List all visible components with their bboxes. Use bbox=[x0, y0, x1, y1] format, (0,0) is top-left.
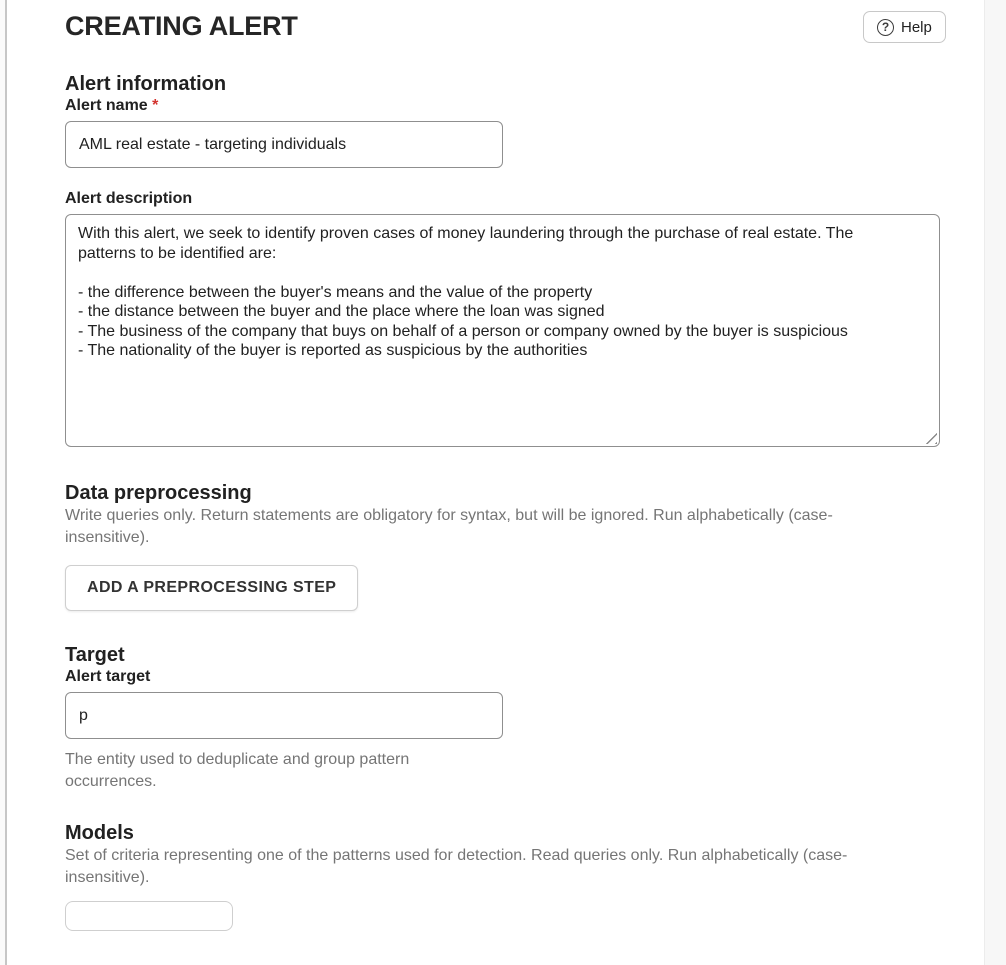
models-description: Set of criteria representing one of the patterns used for detection. Read queries only. Run alphabetically (case-insensitive). bbox=[65, 847, 848, 886]
alert-target-label: Alert target bbox=[65, 668, 151, 685]
alert-target-input[interactable] bbox=[65, 692, 503, 739]
question-circle-icon: ? bbox=[877, 19, 894, 36]
add-model-button-partial[interactable] bbox=[65, 901, 233, 931]
alert-description-textarea[interactable] bbox=[65, 214, 940, 447]
data-preprocessing-description: Write queries only. Return statements are obligatory for syntax, but will be ignored. Run alphabetically (case-insensitive). bbox=[65, 507, 833, 546]
page-title: CREATING ALERT bbox=[65, 11, 298, 41]
required-asterisk: * bbox=[152, 97, 159, 114]
help-button-label: Help bbox=[901, 18, 932, 36]
alert-name-label: Alert name * bbox=[65, 97, 159, 114]
help-button[interactable] bbox=[863, 11, 946, 43]
section-heading-alert-information: Alert information bbox=[65, 73, 227, 95]
right-gutter bbox=[984, 0, 1006, 965]
alert-target-helper: The entity used to deduplicate and group pattern occurrences. bbox=[65, 751, 410, 790]
section-heading-data-preprocessing: Data preprocessing bbox=[65, 482, 252, 504]
alert-name-input[interactable] bbox=[65, 121, 503, 168]
add-preprocessing-step-button[interactable]: ADD A PREPROCESSING STEP bbox=[65, 565, 358, 611]
section-heading-target: Target bbox=[65, 644, 125, 666]
alert-description-field bbox=[65, 214, 940, 447]
creating-alert-form-panel bbox=[7, 0, 984, 965]
alert-description-label: Alert description bbox=[65, 190, 193, 207]
section-heading-models: Models bbox=[65, 822, 134, 844]
